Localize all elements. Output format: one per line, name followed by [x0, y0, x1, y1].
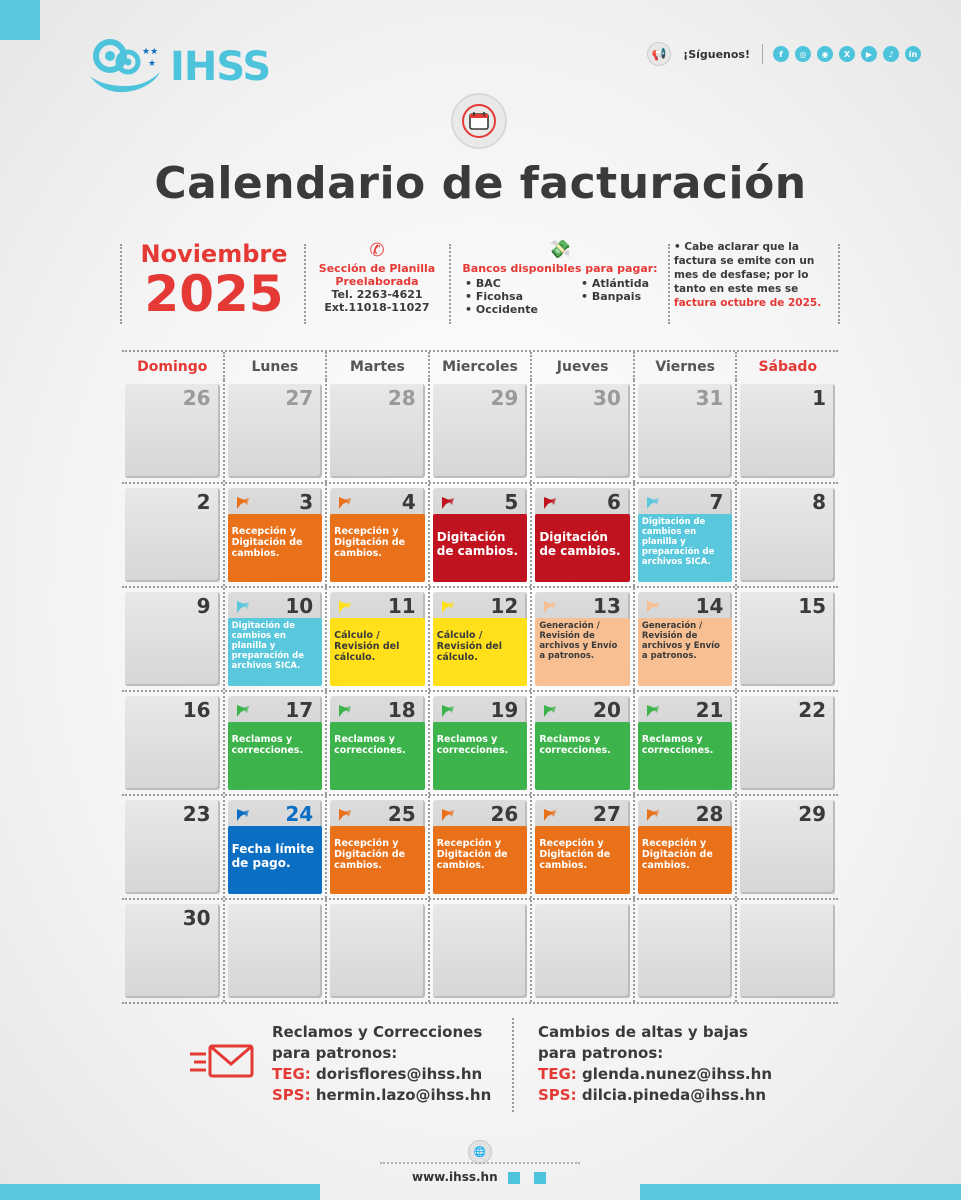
calendar-day[interactable]	[737, 900, 838, 1002]
flag-icon	[441, 496, 455, 510]
teg-email[interactable]: dorisflores@ihss.hn	[316, 1065, 483, 1083]
section-name-2: Preelaborada	[335, 275, 419, 288]
calendar-day[interactable]	[225, 900, 328, 1002]
calendar-day[interactable]	[635, 796, 738, 898]
contact-title: Reclamos y Correcciones	[272, 1023, 483, 1041]
calendar-icon	[451, 93, 507, 149]
banks-block	[455, 240, 665, 326]
section-contact	[310, 240, 444, 326]
calendar-day[interactable]	[532, 692, 635, 794]
megaphone-icon: 📢	[647, 42, 671, 66]
calendar-day[interactable]	[327, 588, 430, 690]
event-label: Recepción y Digitación de cambios.	[535, 826, 630, 894]
event-label: Recepción y Digitación de cambios.	[433, 826, 528, 894]
x-icon[interactable]: X	[839, 46, 855, 62]
calendar-grid	[122, 350, 838, 1004]
calendar-week	[122, 692, 838, 796]
contact-cambios	[538, 1022, 772, 1106]
weekday-friday: Viernes	[635, 352, 738, 380]
day-number: 1	[812, 386, 827, 410]
calendar-day[interactable]	[430, 692, 533, 794]
weeks-container	[122, 380, 838, 1004]
calendar-day[interactable]	[430, 484, 533, 586]
day-card	[535, 904, 630, 998]
day-number: 16	[182, 698, 211, 722]
contact-title: Cambios de altas y bajas	[538, 1023, 748, 1041]
event-label: Cálculo / Revisión del cálculo.	[330, 618, 425, 686]
logo-text: IHSS	[170, 44, 271, 90]
social-bar	[647, 42, 921, 66]
calendar-day[interactable]	[225, 692, 328, 794]
note-highlight: factura octubre de 2025.	[674, 297, 822, 309]
calendar-day[interactable]	[532, 796, 635, 898]
calendar-day[interactable]	[225, 796, 328, 898]
day-number: 8	[812, 490, 827, 514]
calendar-day[interactable]	[532, 484, 635, 586]
day-number: 21	[695, 698, 724, 722]
event-label: Recepción y Digitación de cambios.	[330, 514, 425, 582]
flag-icon	[338, 704, 352, 718]
flag-icon	[543, 600, 557, 614]
day-number: 24	[285, 802, 314, 826]
event-label: Digitación de cambios.	[535, 514, 630, 582]
day-number: 13	[593, 594, 621, 618]
day-number: 29	[490, 386, 519, 410]
contact-title-2: para patronos:	[272, 1044, 398, 1062]
svg-text:★: ★	[148, 59, 157, 69]
calendar-day[interactable]	[327, 796, 430, 898]
bank-item: • Occidente	[465, 303, 538, 316]
calendar-day[interactable]	[430, 588, 533, 690]
day-number: 12	[490, 594, 519, 618]
day-number: 14	[695, 594, 724, 618]
banks-heading: Bancos disponibles para pagar:	[462, 262, 658, 275]
day-number: 28	[387, 386, 416, 410]
calendar-day[interactable]	[122, 900, 225, 1002]
calendar-day[interactable]	[122, 588, 225, 690]
flag-icon	[441, 808, 455, 822]
calendar-day[interactable]	[635, 692, 738, 794]
day-number: 10	[285, 594, 314, 618]
divider	[512, 1018, 514, 1112]
day-number: 22	[798, 698, 827, 722]
day-card	[638, 904, 733, 998]
corner-accent	[0, 0, 40, 40]
instagram-icon[interactable]: ◎	[795, 46, 811, 62]
event-label: Recepción y Digitación de cambios.	[638, 826, 733, 894]
day-number: 27	[593, 802, 621, 826]
calendar-day[interactable]	[737, 484, 838, 586]
day-number: 15	[798, 594, 827, 618]
event-label: Fecha límite de pago.	[228, 826, 323, 894]
weekday-tuesday: Martes	[327, 352, 430, 380]
calendar-day[interactable]	[430, 796, 533, 898]
tiktok-icon[interactable]: ♪	[883, 46, 899, 62]
phone-icon: ✆	[369, 240, 385, 261]
svg-text:★★: ★★	[142, 47, 159, 57]
note-text: • Cabe aclarar que la factura se emite con un mes de desfase; por lo tanto en este mes se	[674, 241, 815, 295]
threads-icon[interactable]: ◉	[817, 46, 833, 62]
flag-icon	[543, 496, 557, 510]
day-number: 4	[401, 490, 416, 514]
flag-icon	[646, 704, 660, 718]
sps-email[interactable]: dilcia.pineda@ihss.hn	[581, 1086, 767, 1104]
teg-email[interactable]: glenda.nunez@ihss.hn	[582, 1065, 772, 1083]
divider	[304, 244, 306, 324]
event-label: Generación / Revisión de archivos y Envío a patronos.	[535, 618, 630, 686]
ihss-logo-icon	[86, 36, 164, 98]
calendar-day[interactable]	[532, 380, 635, 482]
calendar-day[interactable]	[122, 484, 225, 586]
day-card	[228, 904, 323, 998]
flag-icon	[543, 808, 557, 822]
calendar-day[interactable]	[635, 900, 738, 1002]
event-label: Generación / Revisión de archivos y Envío a patronos.	[638, 618, 733, 686]
month-label: Noviembre	[140, 240, 288, 268]
sps-label: SPS:	[272, 1086, 311, 1104]
calendar-day[interactable]	[737, 588, 838, 690]
calendar-week	[122, 900, 838, 1004]
flag-icon	[441, 704, 455, 718]
day-number: 30	[182, 906, 211, 930]
day-number: 18	[387, 698, 416, 722]
day-card	[330, 904, 425, 998]
divider	[449, 244, 451, 324]
divider	[762, 44, 763, 64]
flag-icon	[236, 704, 250, 718]
youtube-icon[interactable]: ▶	[861, 46, 877, 62]
contact-title-2: para patronos:	[538, 1044, 664, 1062]
calendar-day[interactable]	[635, 588, 738, 690]
calendar-day[interactable]	[430, 380, 533, 482]
bank-item: • Atlántida	[581, 277, 649, 290]
bank-item: • Banpais	[581, 290, 642, 303]
linkedin-icon[interactable]: in	[905, 46, 921, 62]
calendar-week	[122, 380, 838, 484]
event-label: Reclamos y correcciones.	[535, 722, 630, 790]
divider	[120, 244, 122, 324]
day-number: 17	[285, 698, 314, 722]
money-icon: 💸	[548, 239, 572, 260]
event-label: Reclamos y correcciones.	[330, 722, 425, 790]
calendar-day[interactable]	[327, 484, 430, 586]
event-label: Reclamos y correcciones.	[638, 722, 733, 790]
day-number: 23	[182, 802, 211, 826]
calendar-day[interactable]	[737, 380, 838, 482]
day-number: 25	[387, 802, 416, 826]
divider	[838, 244, 840, 324]
calendar-day[interactable]	[122, 796, 225, 898]
calendar-day[interactable]	[327, 900, 430, 1002]
calendar-week	[122, 484, 838, 588]
day-number: 19	[490, 698, 519, 722]
flag-icon	[338, 496, 352, 510]
calendar-day[interactable]	[122, 692, 225, 794]
bank-item: • BAC	[465, 277, 501, 290]
year-label: 2025	[144, 265, 284, 323]
day-number: 30	[593, 386, 621, 410]
event-label: Cálculo / Revisión del cálculo.	[433, 618, 528, 686]
event-label: Digitación de cambios.	[433, 514, 528, 582]
section-tel: Tel. 2263-4621	[331, 288, 423, 301]
day-number: 3	[299, 490, 314, 514]
day-number: 31	[695, 386, 724, 410]
divider	[668, 244, 670, 324]
event-label: Recepción y Digitación de cambios.	[228, 514, 323, 582]
day-card	[433, 904, 528, 998]
event-label: Recepción y Digitación de cambios.	[330, 826, 425, 894]
calendar-week	[122, 588, 838, 692]
day-number: 26	[182, 386, 211, 410]
event-label: Reclamos y correcciones.	[433, 722, 528, 790]
flag-icon	[646, 808, 660, 822]
day-number: 5	[504, 490, 519, 514]
flag-icon	[236, 808, 250, 822]
calendar-day[interactable]	[430, 900, 533, 1002]
sps-label: SPS:	[538, 1086, 577, 1104]
calendar-day[interactable]	[327, 380, 430, 482]
day-number: 7	[709, 490, 724, 514]
divider	[380, 1162, 580, 1164]
day-number: 20	[593, 698, 621, 722]
teg-label: TEG:	[538, 1065, 577, 1083]
calendar-day[interactable]	[122, 380, 225, 482]
day-number: 27	[285, 386, 314, 410]
section-name: Sección de Planilla	[318, 262, 436, 275]
follow-label: ¡Síguenos!	[683, 47, 750, 61]
sps-email[interactable]: hermin.lazo@ihss.hn	[315, 1086, 492, 1104]
calendar-day[interactable]	[225, 484, 328, 586]
event-label: Reclamos y correcciones.	[228, 722, 323, 790]
facebook-icon[interactable]: f	[773, 46, 789, 62]
day-number: 2	[196, 490, 211, 514]
calendar-day[interactable]	[225, 588, 328, 690]
flag-icon	[338, 600, 352, 614]
day-number: 26	[490, 802, 519, 826]
section-ext: Ext.11018-11027	[324, 301, 430, 314]
calendar-week	[122, 796, 838, 900]
calendar-day[interactable]	[225, 380, 328, 482]
weekday-sunday: Domingo	[122, 352, 225, 380]
calendar-day[interactable]	[737, 796, 838, 898]
calendar-day[interactable]	[635, 484, 738, 586]
day-card	[740, 904, 835, 998]
flag-icon	[236, 600, 250, 614]
bank-item: • Ficohsa	[465, 290, 524, 303]
month-block	[128, 240, 300, 326]
flag-icon	[646, 496, 660, 510]
day-number: 9	[196, 594, 211, 618]
page-title: Calendario de facturación	[154, 158, 807, 209]
flag-icon	[646, 600, 660, 614]
weekday-wednesday: Miercoles	[430, 352, 533, 380]
weekday-header	[122, 350, 838, 380]
ihss-logo[interactable]	[86, 36, 270, 98]
event-label: Digitación de cambios en planilla y preparación de archivos SICA.	[228, 618, 323, 686]
flag-icon	[441, 600, 455, 614]
event-label: Digitación de cambios en planilla y preparación de archivos SICA.	[638, 514, 733, 582]
flag-icon	[543, 704, 557, 718]
calendar-day[interactable]	[532, 588, 635, 690]
day-number: 11	[387, 594, 416, 618]
day-number: 6	[606, 490, 621, 514]
weekday-monday: Lunes	[225, 352, 328, 380]
day-number: 28	[695, 802, 724, 826]
calendar-day[interactable]	[532, 900, 635, 1002]
flag-icon	[338, 808, 352, 822]
weekday-saturday: Sábado	[758, 359, 818, 375]
calendar-day[interactable]	[737, 692, 838, 794]
contact-reclamos	[272, 1022, 491, 1106]
calendar-day[interactable]	[635, 380, 738, 482]
calendar-day[interactable]	[327, 692, 430, 794]
day-number: 29	[798, 802, 827, 826]
teg-label: TEG:	[272, 1065, 311, 1083]
website-link[interactable]: www.ihss.hn	[412, 1170, 498, 1184]
web-icon: 🌐	[468, 1140, 492, 1164]
weekday-thursday: Jueves	[532, 352, 635, 380]
flag-icon	[236, 496, 250, 510]
billing-note	[674, 240, 842, 326]
email-icon	[190, 1042, 256, 1082]
bottom-bar	[0, 1184, 961, 1200]
